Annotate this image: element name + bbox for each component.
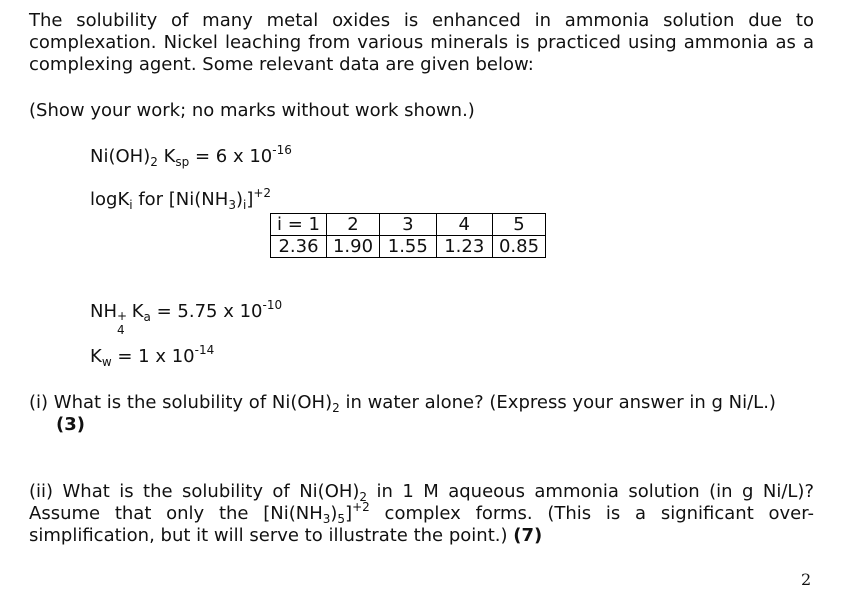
ka-label-subscript: a (143, 310, 151, 324)
logk-table (270, 213, 546, 258)
logk-subscript-i2: i (242, 198, 247, 212)
question-1-marks: (3) (56, 414, 85, 435)
kw-exponent: -14 (194, 343, 215, 357)
question-2-marks: (7) (513, 525, 543, 546)
intro-paragraph: The solubility of many metal oxides is enhanced in ammonia solution due to complexation. Nickel leaching from various minerals is practiced using ammonia as a complexing agent. Some relevant data are given below: (29, 10, 814, 75)
question-2-nh3-subscript: 3 (322, 512, 331, 526)
instruction-text: (Show your work; no marks without work shown.) (29, 100, 475, 121)
question-1-subscript: 2 (332, 401, 340, 415)
question-2-charge: +2 (352, 500, 370, 514)
ka-label: K (126, 301, 144, 322)
logk-bracket: ] (246, 189, 254, 210)
ka-species: NH (90, 301, 117, 322)
kw-line (90, 343, 215, 369)
logk-table-cell: 1.90 (326, 236, 379, 258)
logk-table-cell: 2 (326, 214, 379, 236)
ka-charge: + (117, 309, 128, 323)
logk-subscript-i: i (129, 198, 133, 212)
kw-value: = 1 x 10 (111, 346, 195, 367)
logk-table-cell: 1.23 (436, 236, 492, 258)
ksp-species-subscript: 2 (150, 155, 158, 169)
logk-nh3-subscript: 3 (228, 198, 236, 212)
logk-table-cell: 3 (380, 214, 436, 236)
logk-table-cell: 5 (492, 214, 545, 236)
question-1-text: (i) What is the solubility of Ni(OH) (29, 392, 333, 413)
question-2-subscript: 2 (359, 490, 368, 504)
ka-species-subscript: 4 (117, 323, 125, 337)
logk-table-cell: 4 (436, 214, 492, 236)
page-number: 2 (801, 570, 812, 589)
question-2-count-subscript: 5 (337, 512, 346, 526)
logk-label: logK (90, 189, 130, 210)
kw-label: K (90, 346, 102, 367)
ksp-exponent: -16 (272, 143, 292, 157)
ka-value: = 5.75 x 10 (150, 301, 263, 322)
logk-table-cell: 1.55 (380, 236, 436, 258)
kw-label-subscript: w (101, 355, 112, 369)
logk-table-cell: i = 1 (271, 214, 327, 236)
ksp-label: K (157, 146, 176, 167)
question-2-text-end: complex forms. (This is a significant over-simplification, but it will serve to illustrate the point.) (29, 503, 814, 546)
logk-table-cell: 0.85 (492, 236, 545, 258)
logk-line (90, 186, 272, 212)
ksp-species: Ni(OH) (90, 146, 151, 167)
question-2-paren: ) (330, 503, 338, 524)
question-1 (29, 392, 776, 413)
logk-table-values-row (271, 236, 546, 258)
question-2-text: (ii) What is the solubility of Ni(OH) (29, 481, 360, 502)
logk-complex: for [Ni(NH (132, 189, 229, 210)
ka-line (90, 298, 283, 337)
question-1-text-end: in water alone? (Express your answer in g Ni/L.) (339, 392, 776, 413)
question-2-bracket: ] (345, 503, 353, 524)
logk-table-cell: 2.36 (271, 236, 327, 258)
ka-exponent: -10 (262, 298, 283, 312)
ksp-line (90, 143, 292, 169)
logk-charge: +2 (253, 186, 272, 200)
question-2-text-mid: in 1 M aqueous ammonia solution (in g Ni/L)? Assume that only the [Ni(NH (29, 481, 814, 524)
question-2 (29, 481, 814, 547)
logk-table-header-row (271, 214, 546, 236)
ksp-label-subscript: sp (175, 155, 190, 169)
logk-paren: ) (235, 189, 243, 210)
ksp-value: = 6 x 10 (189, 146, 273, 167)
